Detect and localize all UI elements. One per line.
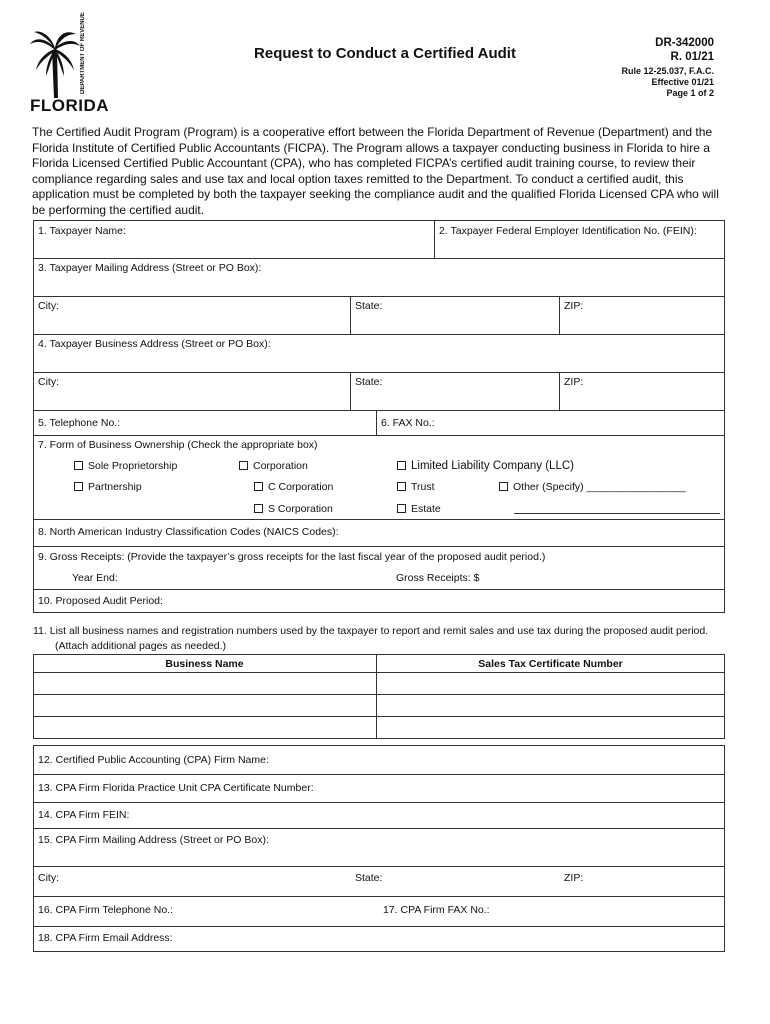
taxpayer-fein-field[interactable] xyxy=(439,238,721,256)
taxpayer-name-label: 1. Taxpayer Name: xyxy=(38,225,126,237)
cpa-fein-field[interactable] xyxy=(140,806,720,824)
city-field[interactable] xyxy=(38,314,346,332)
telephone-label: 5. Telephone No.: xyxy=(38,417,121,429)
form-revision: R. 01/21 xyxy=(670,51,714,63)
page-title: Request to Conduct a Certified Audit xyxy=(254,45,516,62)
taxpayer-fein-label: 2. Taxpayer Federal Employer Identification No. (FEIN): xyxy=(439,225,697,237)
checkbox-sole[interactable] xyxy=(74,461,83,470)
option-trust[interactable]: Trust xyxy=(397,481,435,493)
logo-word: FLORIDA xyxy=(30,96,110,115)
cpa-zip-field[interactable] xyxy=(564,884,720,895)
cpa-telephone-field[interactable] xyxy=(190,901,370,919)
cpa-state-label: State: xyxy=(355,872,383,884)
cpa-firm-name-label: 12. Certified Public Accounting (CPA) Firm Name: xyxy=(38,754,269,766)
business-address-label: 4. Taxpayer Business Address (Street or PO Box): xyxy=(38,338,271,350)
state-label-2: State: xyxy=(355,376,383,388)
telephone-field[interactable] xyxy=(130,414,370,432)
gross-receipts-label: 9. Gross Receipts: (Provide the taxpayer’s gross receipts for the last fiscal year of the proposed audit period.) xyxy=(38,551,546,563)
audit-period-field[interactable] xyxy=(180,592,720,610)
cpa-email-label: 18. CPA Firm Email Address: xyxy=(38,932,173,944)
business-address-field[interactable] xyxy=(38,352,720,370)
option-s-corporation[interactable]: S Corporation xyxy=(254,503,333,515)
year-end-field[interactable] xyxy=(125,569,375,585)
fax-label: 6. FAX No.: xyxy=(381,417,435,429)
option-llc[interactable]: Limited Liability Company (LLC) xyxy=(397,460,574,472)
section11-instruction: 11. List all business names and registration numbers used by the taxpayer to report and remit sales and use tax during the proposed audit period. (Attach additional pages as needed.) xyxy=(33,625,709,652)
audit-period-label: 10. Proposed Audit Period: xyxy=(38,595,163,607)
cpa-certificate-label: 13. CPA Firm Florida Practice Unit CPA Certificate Number: xyxy=(38,782,314,794)
cpa-zip-label: ZIP: xyxy=(564,872,584,884)
cpa-telephone-label: 16. CPA Firm Telephone No.: xyxy=(38,904,174,916)
cpa-email-field[interactable] xyxy=(190,929,720,947)
zip-field[interactable] xyxy=(564,314,720,332)
cpa-firm-name-field[interactable] xyxy=(290,751,720,769)
option-c-corporation[interactable]: C Corporation xyxy=(254,481,333,493)
cpa-fax-field[interactable] xyxy=(500,901,720,919)
table-row-1-certificate[interactable] xyxy=(379,674,722,693)
zip-label-2: ZIP: xyxy=(564,376,584,388)
gross-receipts-field[interactable] xyxy=(490,569,720,585)
table-row-1-business[interactable] xyxy=(36,674,374,693)
gross-receipts-amount-label: Gross Receipts: $ xyxy=(396,572,480,584)
zip-field-2[interactable] xyxy=(564,390,720,408)
cpa-fax-label: 17. CPA Firm FAX No.: xyxy=(383,904,490,916)
option-sole-proprietorship[interactable]: Sole Proprietorship xyxy=(74,460,177,472)
zip-label: ZIP: xyxy=(564,300,584,312)
city-label: City: xyxy=(38,300,59,312)
form-rule-block xyxy=(621,66,714,99)
form-id-block xyxy=(655,36,714,64)
col-business-name: Business Name xyxy=(165,658,244,670)
taxpayer-name-field[interactable] xyxy=(38,238,430,256)
mailing-address-label: 3. Taxpayer Mailing Address (Street or PO Box): xyxy=(38,262,262,274)
option-estate[interactable]: Estate xyxy=(397,503,441,515)
state-label: State: xyxy=(355,300,383,312)
cpa-mailing-field[interactable] xyxy=(38,848,720,864)
table-row-2-certificate[interactable] xyxy=(379,696,722,715)
city-field-2[interactable] xyxy=(38,390,346,408)
form-rule: Rule 12-25.037, F.A.C. xyxy=(621,66,714,76)
naics-label: 8. North American Industry Classification Codes (NAICS Codes): xyxy=(38,526,339,538)
checkbox-trust[interactable] xyxy=(397,482,406,491)
year-end-label: Year End: xyxy=(72,572,118,584)
intro-paragraph: The Certified Audit Program (Program) is a cooperative effort between the Florida Department of Revenue (Department) and the Florida Institute of Certified Public Accountants (FICPA). The Program allows a taxpayer conducting business in Florida to hire a Florida Licensed Certified Public Accountant (CPA), who has completed FICPA’s certified audit training course, to review their compliance regarding sales and use tax and local option taxes remitted to the Department. To conduct a certified audit, this application must be completed by both the taxpayer seeking the compliance audit and the qualified Florida Licensed CPA who will be performing the certified audit. xyxy=(32,125,719,217)
checkbox-estate[interactable] xyxy=(397,504,406,513)
state-field-2[interactable] xyxy=(355,390,555,408)
table-row-3-business[interactable] xyxy=(36,718,374,737)
checkbox-partnership[interactable] xyxy=(74,482,83,491)
state-field[interactable] xyxy=(355,314,555,332)
checkbox-c-corp[interactable] xyxy=(254,482,263,491)
naics-field[interactable] xyxy=(365,523,720,541)
ownership-label: 7. Form of Business Ownership (Check the appropriate box) xyxy=(38,439,318,451)
option-partnership[interactable]: Partnership xyxy=(74,481,142,493)
checkbox-s-corp[interactable] xyxy=(254,504,263,513)
fax-field[interactable] xyxy=(445,414,720,432)
checkbox-corporation[interactable] xyxy=(239,461,248,470)
col-sales-tax-certificate: Sales Tax Certificate Number xyxy=(478,658,623,670)
cpa-city-label: City: xyxy=(38,872,59,884)
logo-vertical-text: DEPARTMENT OF REVENUE xyxy=(80,12,86,94)
form-number: DR-342000 xyxy=(655,37,714,49)
cpa-state-field[interactable] xyxy=(355,884,555,895)
checkbox-llc[interactable] xyxy=(397,461,406,470)
table-row-3-certificate[interactable] xyxy=(379,718,722,737)
mailing-address-field[interactable] xyxy=(38,276,720,294)
other-specify-line-2[interactable] xyxy=(514,513,720,514)
table-row-2-business[interactable] xyxy=(36,696,374,715)
cpa-fein-label: 14. CPA Firm FEIN: xyxy=(38,809,130,821)
cpa-city-field[interactable] xyxy=(38,884,346,895)
cpa-mailing-label: 15. CPA Firm Mailing Address (Street or PO Box): xyxy=(38,834,269,846)
cpa-certificate-field[interactable] xyxy=(340,779,720,797)
option-corporation[interactable]: Corporation xyxy=(239,460,308,472)
form-effective: Effective 01/21 xyxy=(651,77,714,87)
checkbox-other[interactable] xyxy=(499,482,508,491)
page-number: Page 1 of 2 xyxy=(666,88,714,98)
city-label-2: City: xyxy=(38,376,59,388)
option-other[interactable]: Other (Specify) _________________ xyxy=(499,481,686,493)
